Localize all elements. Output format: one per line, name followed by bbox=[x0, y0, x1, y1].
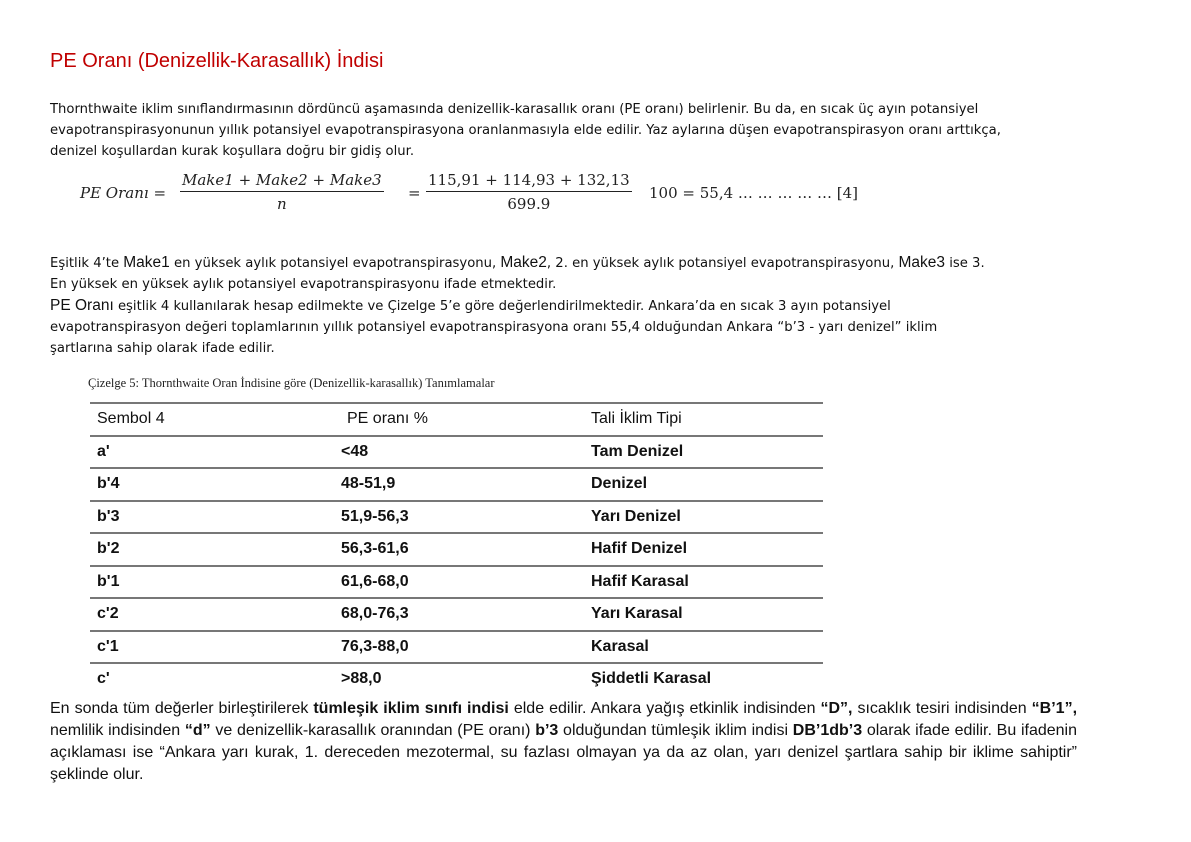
cell-symbol: a' bbox=[90, 436, 334, 469]
header-symbol: Sembol 4 bbox=[90, 403, 334, 436]
text-span: olarak ifade edilir. Bu ifadenin açıklaması ise “Ankara yarı kurak, 1. dereceden mezotermal, su fazlası olmayan ya da az olan, yarı denizel şartlara sahip bir iklime sahiptir” şeklinde olur. bbox=[50, 722, 1078, 783]
cell-pe-range: 68,0-76,3 bbox=[334, 598, 584, 631]
text-span: En sonda tüm değerler birleştirilerek bbox=[50, 700, 314, 717]
pe-formula bbox=[78, 170, 878, 220]
cell-pe-range: >88,0 bbox=[334, 663, 584, 695]
text-span: olduğundan tümleşik iklim indisi bbox=[558, 722, 793, 739]
cell-symbol: c' bbox=[90, 663, 334, 695]
cell-pe-range: <48 bbox=[334, 436, 584, 469]
table-row bbox=[90, 501, 823, 534]
cell-pe-range: 61,6-68,0 bbox=[334, 566, 584, 599]
table-row bbox=[90, 566, 823, 599]
formula-fraction-numeric bbox=[426, 171, 632, 213]
cell-climate-type: Denizel bbox=[584, 468, 823, 501]
intro-paragraph bbox=[50, 99, 1150, 162]
intro-line: Thornthwaite iklim sınıflandırmasının dördüncü aşamasında denizellik-karasallık oranı (PE oranı) belirlenir. Bu da, en sıcak üç ayın potansiyel bbox=[50, 102, 979, 117]
bold-term: “d” bbox=[184, 722, 211, 739]
text-span: eşitlik 4 kullanılarak hesap edilmekte ve Çizelge 5’e göre değerlendirilmektedir. Ankara’da en sıcak 3 ayın potansiyel bbox=[113, 299, 891, 314]
text-span: nemlilik indisinden bbox=[50, 722, 185, 739]
table-row bbox=[90, 598, 823, 631]
cell-climate-type: Yarı Denizel bbox=[584, 501, 823, 534]
cell-symbol: b'2 bbox=[90, 533, 334, 566]
explanation-line: şartlarına sahip olarak ifade edilir. bbox=[50, 341, 275, 356]
cell-pe-range: 51,9-56,3 bbox=[334, 501, 584, 534]
term-make1: Make1 bbox=[123, 254, 170, 271]
conclusion-paragraph bbox=[50, 698, 1077, 786]
cell-climate-type: Hafif Denizel bbox=[584, 533, 823, 566]
text-span: elde edilir. Ankara yağış etkinlik indisinden bbox=[508, 700, 821, 717]
intro-line: denizel koşullardan kurak koşullara doğru bir gidiş olur. bbox=[50, 144, 415, 159]
formula-numerator: Make1 + Make2 + Make3 bbox=[180, 171, 384, 192]
term-pe-orani: PE Oranı bbox=[50, 297, 114, 314]
pe-ratio-table bbox=[90, 402, 823, 695]
formula-denominator: 699.9 bbox=[507, 195, 551, 213]
text-span: , 2. en yüksek aylık potansiyel evapotranspirasyonu, bbox=[546, 256, 899, 271]
text-span: ise 3. bbox=[945, 256, 985, 271]
formula-numerator: 115,91 + 114,93 + 132,13 bbox=[426, 171, 632, 192]
formula-equals: = bbox=[408, 184, 421, 202]
cell-climate-type: Şiddetli Karasal bbox=[584, 663, 823, 695]
bold-term: b’3 bbox=[535, 722, 559, 739]
term-make2: Make2 bbox=[500, 254, 547, 271]
text-span: ve denizellik-karasallık oranından (PE oranı) bbox=[210, 722, 536, 739]
table-caption: Çizelge 5: Thornthwaite Oran İndisine göre (Denizellik-karasallık) Tanımlamalar bbox=[88, 376, 495, 390]
cell-symbol: b'3 bbox=[90, 501, 334, 534]
cell-climate-type: Hafif Karasal bbox=[584, 566, 823, 599]
table-row bbox=[90, 631, 823, 664]
table-row bbox=[90, 436, 823, 469]
text-span: en yüksek aylık potansiyel evapotranspirasyonu, bbox=[169, 256, 501, 271]
intro-line: evapotranspirasyonunun yıllık potansiyel evapotranspirasyona oranlanmasıyla elde edilir. Yaz aylarına düşen evapotranspirasyon oranı arttıkça, bbox=[50, 123, 1001, 138]
formula-result: 100 = 55,4 … … … … … [4] bbox=[649, 184, 858, 202]
header-pe-ratio: PE oranı % bbox=[334, 403, 584, 436]
cell-pe-range: 56,3-61,6 bbox=[334, 533, 584, 566]
cell-climate-type: Karasal bbox=[584, 631, 823, 664]
explanation-paragraph bbox=[50, 252, 1150, 359]
term-make3: Make3 bbox=[898, 254, 946, 271]
explanation-line: En yüksek en yüksek aylık potansiyel evapotranspirasyonu ifade etmektedir. bbox=[50, 277, 557, 292]
table-row bbox=[90, 533, 823, 566]
cell-symbol: c'2 bbox=[90, 598, 334, 631]
cell-symbol: b'4 bbox=[90, 468, 334, 501]
page-title: PE Oranı (Denizellik-Karasallık) İndisi bbox=[50, 50, 384, 72]
text-span: Eşitlik 4’te bbox=[50, 256, 124, 271]
text-span: sıcaklık tesiri indisinden bbox=[852, 700, 1032, 717]
bold-term: DB’1db’3 bbox=[792, 722, 863, 739]
bold-term: tümleşik iklim sınıfı indisi bbox=[313, 700, 509, 717]
cell-climate-type: Tam Denizel bbox=[584, 436, 823, 469]
bold-term: “D”, bbox=[820, 700, 853, 717]
cell-climate-type: Yarı Karasal bbox=[584, 598, 823, 631]
formula-lhs: PE Oranı = bbox=[80, 184, 167, 202]
cell-pe-range: 76,3-88,0 bbox=[334, 631, 584, 664]
explanation-line bbox=[50, 295, 1150, 317]
cell-symbol: b'1 bbox=[90, 566, 334, 599]
table-header-row bbox=[90, 403, 823, 436]
formula-fraction-symbolic bbox=[180, 171, 384, 213]
explanation-line: evapotranspirasyon değeri toplamlarının yıllık potansiyel evapotranspirasyona oranı 55,4 olduğundan Ankara “b’3 - yarı denizel” iklim bbox=[50, 320, 938, 335]
formula-denominator: n bbox=[276, 195, 287, 213]
explanation-line bbox=[50, 252, 1150, 274]
cell-pe-range: 48-51,9 bbox=[334, 468, 584, 501]
table-row bbox=[90, 663, 823, 695]
header-climate-type: Tali İklim Tipi bbox=[584, 403, 823, 436]
cell-symbol: c'1 bbox=[90, 631, 334, 664]
bold-term: “B’1”, bbox=[1031, 700, 1078, 717]
table-row bbox=[90, 468, 823, 501]
